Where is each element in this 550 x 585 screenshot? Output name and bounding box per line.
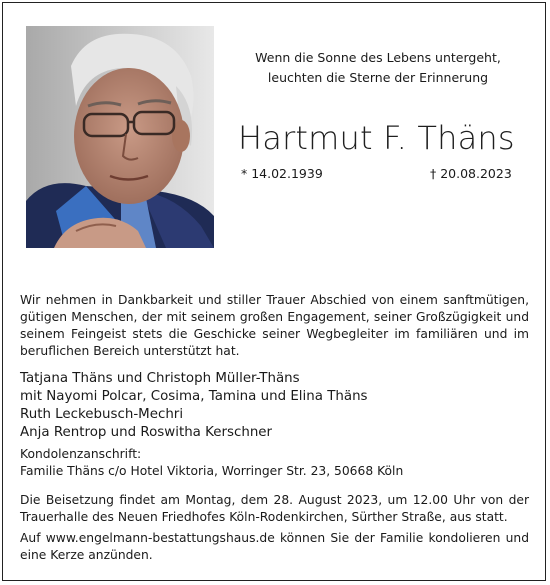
condolence-label: Kondolenzanschrift: [20,447,142,461]
mourner-line: Anja Rentrop und Roswitha Kerschner [20,425,273,440]
funeral-paragraph: Die Beisetzung findet am Montag, dem 28. August 2023, um 12.00 Uhr von der Trauerhalle des Neuen Friedhofes Köln-Rodenkirchen, Sürther Straße, aus statt. [20,493,529,524]
motto-line-1: Wenn die Sonne des Lebens untergeht, [255,50,501,65]
birth-date: * 14.02.1939 [241,166,323,181]
mourner-line: Ruth Leckebusch-Mechri [20,407,184,422]
mourners-list [20,370,368,442]
mourner-line: Tatjana Thäns und Christoph Müller-Thäns [20,371,300,386]
intro-paragraph: Wir nehmen in Dankbarkeit und stiller Trauer Abschied von einem sanftmütigen, gütigen Menschen, der mit seinem großen Engagement, seiner Großzügigkeit und seinem Feingeist stets die Geschicke seiner Wegbegleiter im familiären und im beruflichen Bereich unterstützt hat. [20,293,529,358]
motto-line-2: leuchten die Sterne der Erinnerung [267,70,489,85]
online-condolence-paragraph: Auf www.engelmann-bestattungshaus.de können Sie der Familie kondolieren und eine Kerze anzünden. [20,531,529,562]
portrait-photo [26,26,214,248]
condolence-address-block [20,446,529,480]
death-date: † 20.08.2023 [430,166,512,181]
mourner-line: mit Nayomi Polcar, Cosima, Tamina und Elina Thäns [20,389,368,404]
deceased-name: Hartmut F. Thäns [238,119,515,157]
condolence-address: Familie Thäns c/o Hotel Viktoria, Worringer Str. 23, 50668 Köln [20,464,404,478]
motto-quote [238,48,518,88]
